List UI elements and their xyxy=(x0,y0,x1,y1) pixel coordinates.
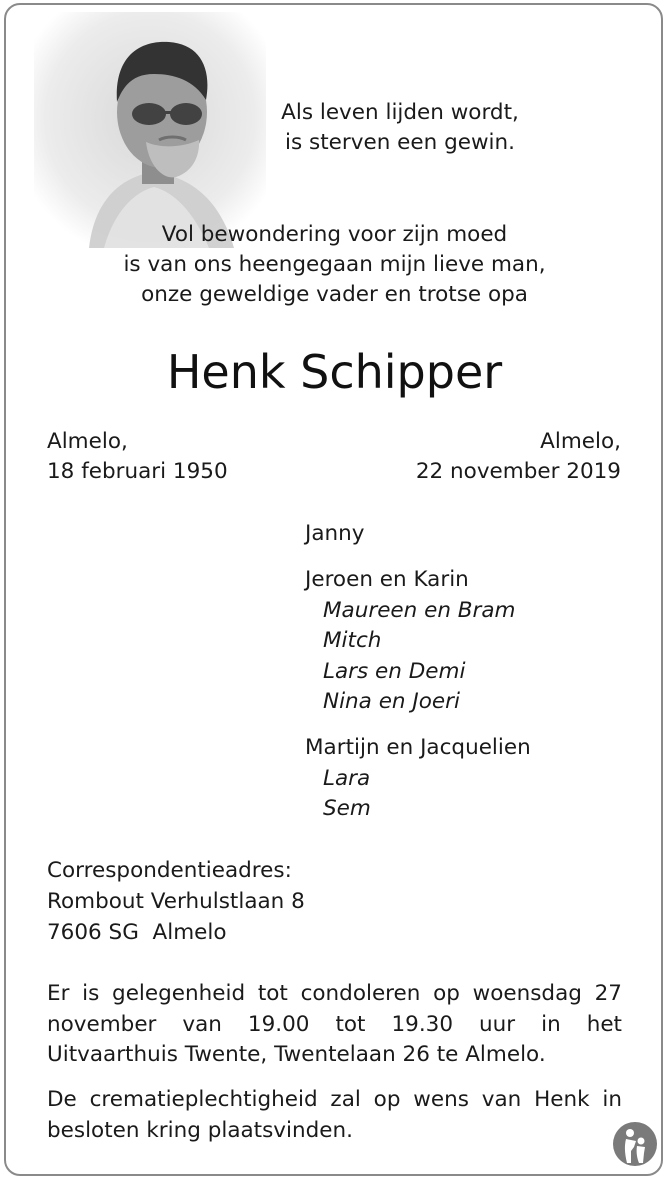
birth-date: 18 februari 1950 xyxy=(47,459,228,484)
family-group-1 xyxy=(305,565,516,718)
correspondence-city: 7606 SG Almelo xyxy=(47,920,227,945)
death-info xyxy=(416,427,621,487)
grandchild-line: Maureen en Bram xyxy=(323,597,516,623)
portrait-photo xyxy=(34,12,266,248)
grandchild-line: Sem xyxy=(323,796,371,821)
birth-info xyxy=(47,427,228,487)
family-group-2 xyxy=(305,733,531,825)
intro-line-1: Vol bewondering voor zijn moed xyxy=(161,222,508,247)
family-group-1-parents: Jeroen en Karin xyxy=(305,567,469,592)
intro-line-2: is van ons heengegaan mijn lieve man, xyxy=(123,252,546,277)
verse-line-2: is sterven een gewin. xyxy=(285,130,515,155)
cremation-paragraph: De crematieplechtigheid zal op wens van Henk in besloten kring plaatsvinden. xyxy=(47,1087,622,1143)
caretaker-logo-icon xyxy=(612,1121,658,1167)
intro-text xyxy=(60,220,609,310)
condolence-paragraph: Er is gelegenheid tot condoleren op woensdag 27 november van 19.00 tot 19.30 uur in het Uitvaarthuis Twente, Twentelaan 26 te Almelo. xyxy=(47,981,622,1067)
correspondence-address xyxy=(47,855,305,948)
family-group-2-parents: Martijn en Jacquelien xyxy=(305,735,531,760)
spouse-name: Janny xyxy=(305,521,365,546)
grandchild-line: Lara xyxy=(323,765,371,791)
grandchild-line: Lars en Demi xyxy=(323,658,466,684)
correspondence-label: Correspondentieadres: xyxy=(47,858,292,883)
grandchild-line: Nina en Joeri xyxy=(323,689,460,714)
deceased-name: Henk Schipper xyxy=(166,345,503,399)
grandchild-line: Mitch xyxy=(323,628,382,653)
birth-place: Almelo, xyxy=(47,429,128,454)
death-place: Almelo, xyxy=(540,429,621,454)
verse-line-1: Als leven lijden wordt, xyxy=(281,100,519,125)
intro-line-3: onze geweldige vader en trotse opa xyxy=(141,282,528,307)
death-date: 22 november 2019 xyxy=(415,459,621,484)
correspondence-street: Rombout Verhulstlaan 8 xyxy=(47,889,305,914)
